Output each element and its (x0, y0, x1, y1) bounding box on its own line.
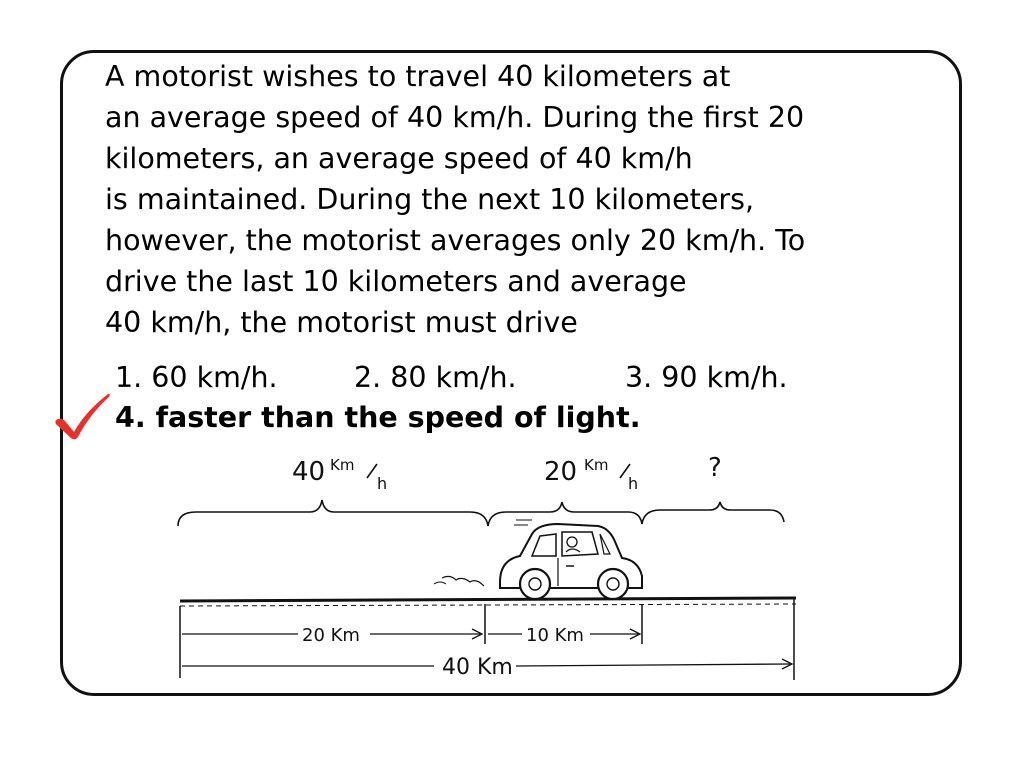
distance-total: 40 Km (442, 655, 513, 680)
question-line: kilometers, an average speed of 40 km/h (105, 142, 693, 175)
speed-unit-bottom: h (377, 474, 388, 493)
speed-unit-top: Km (584, 456, 609, 474)
distance-second: 10 Km (526, 625, 584, 646)
speed-label-second (544, 456, 638, 493)
speed-unit-bottom: h (628, 474, 639, 493)
choice-2: 2. 80 km/h. (354, 361, 517, 394)
question-line: A motorist wishes to travel 40 kilometers at (105, 60, 731, 93)
speed-value: 20 (544, 457, 578, 487)
question-line: 40 km/h, the motorist must drive (105, 306, 578, 339)
brace-first (178, 500, 488, 526)
choice-3: 3. 90 km/h. (625, 361, 788, 394)
brace-third (642, 502, 784, 524)
question-line: however, the motorist averages only 20 km/h. To (105, 224, 806, 257)
question-text (105, 56, 805, 343)
distance-first: 20 Km (302, 625, 360, 646)
road-diagram (170, 448, 810, 688)
speed-unit-top: Km (330, 456, 355, 474)
checkmark-icon (52, 390, 112, 442)
choice-1: 1. 60 km/h. (115, 361, 278, 394)
question-line: an average speed of 40 km/h. During the first 20 (105, 101, 805, 134)
speed-label-first (292, 456, 387, 493)
question-line: is maintained. During the next 10 kilometers, (105, 183, 755, 216)
speed-value: 40 (292, 457, 326, 487)
brace-second (488, 502, 642, 526)
speed-label-unknown: ? (708, 453, 722, 483)
question-line: drive the last 10 kilometers and average (105, 265, 687, 298)
choice-4-correct: 4. faster than the speed of light. (115, 401, 641, 434)
car-icon (434, 520, 642, 599)
road-line (180, 598, 796, 601)
